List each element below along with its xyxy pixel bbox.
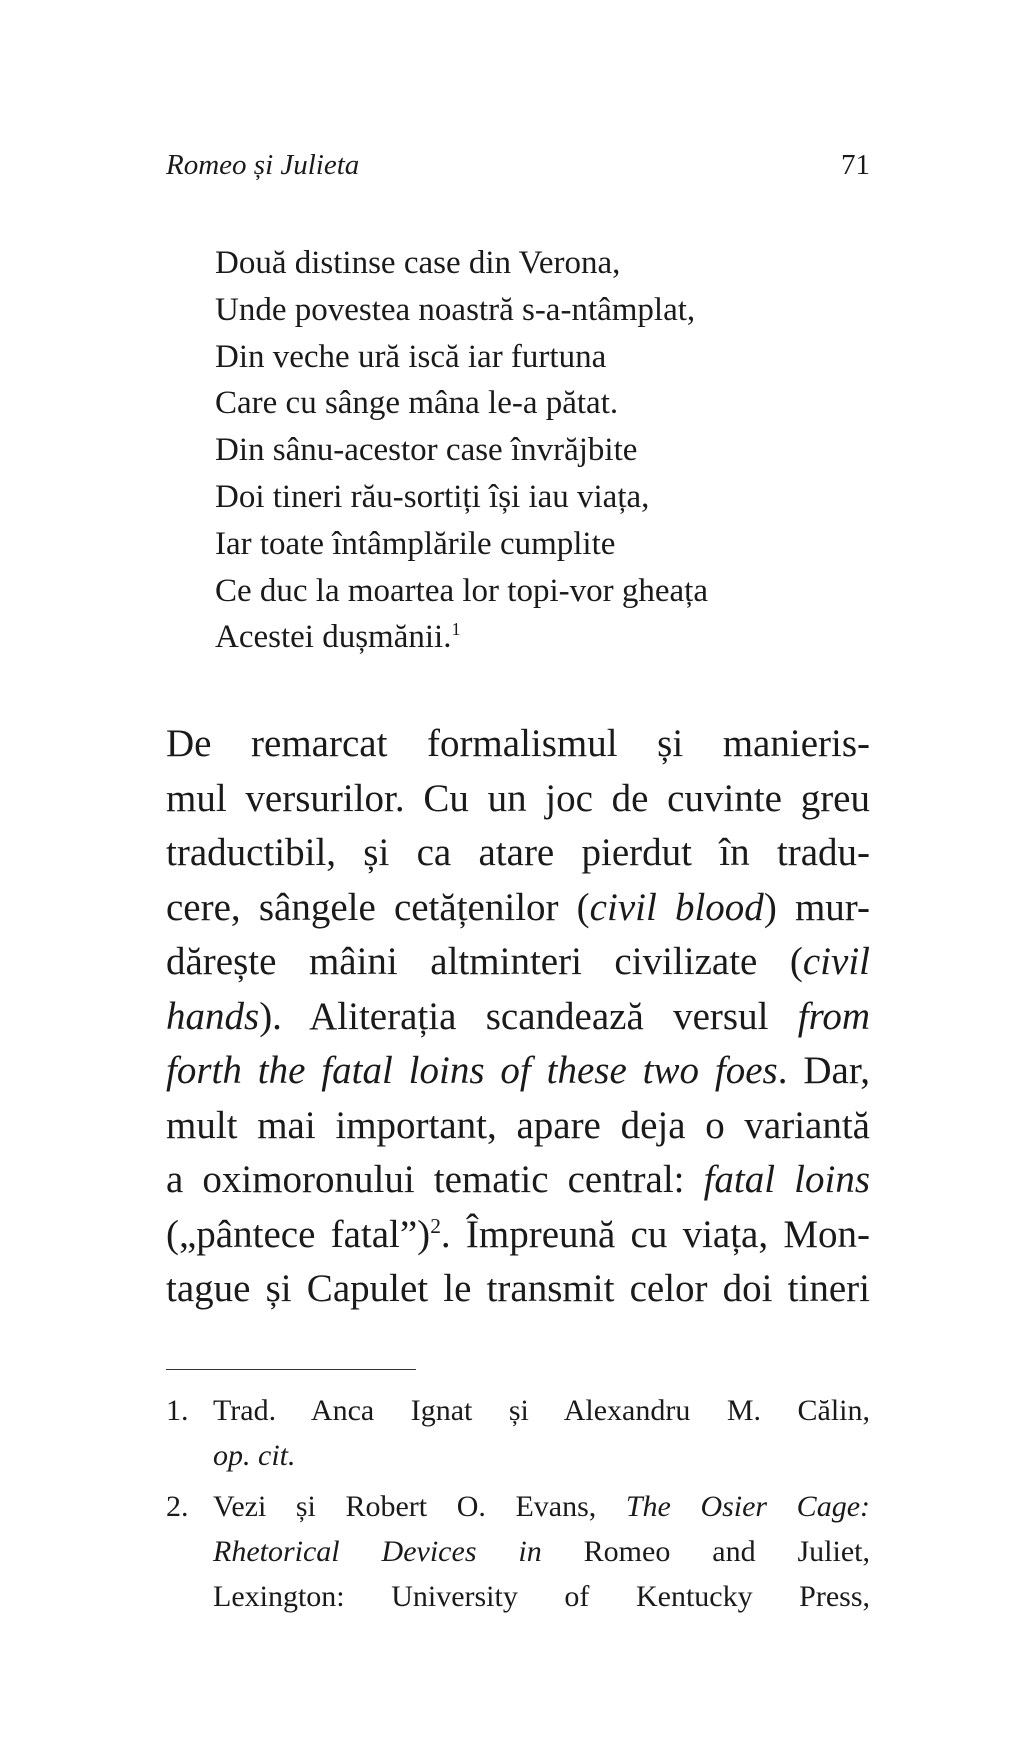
body-italic: civil (802, 940, 870, 983)
body-line (166, 1208, 870, 1263)
footnote-italic: op. cit. (213, 1439, 296, 1472)
body-text: ) mur- (763, 885, 870, 929)
footnote-rule (166, 1369, 416, 1370)
body-text: ). Aliterația scandează versul (259, 994, 798, 1038)
poem-line: Două distinse case din Verona, (215, 245, 621, 281)
body-text: cere, sângele cetățenilor ( (166, 885, 590, 929)
footnote-line (213, 1484, 870, 1529)
body-line (166, 990, 870, 1045)
poem-line: Din veche ură iscă iar furtuna (215, 338, 607, 375)
page-number: 71 (841, 149, 870, 181)
body-line (166, 935, 870, 990)
body-italic: forth the fatal loins of these two foes (166, 1049, 778, 1092)
body-text: a oximoronului tematic central: (166, 1158, 704, 1201)
body-italic: fatal loins (703, 1158, 870, 1201)
footnote-text: Vezi și Robert O. Evans, (213, 1490, 626, 1523)
poem-line: Iar toate întâmplările cumplite (215, 525, 616, 562)
poem-line-last (215, 614, 855, 661)
body-line: mult mai important, apare deja o variantă (166, 1103, 870, 1147)
body-line: traductibil, și ca atare pierdut în tradu- (166, 831, 870, 874)
body-line: tague și Capulet le transmit celor doi tineri (166, 1267, 870, 1310)
body-paragraph (166, 717, 870, 1317)
footnote-2 (166, 1484, 870, 1619)
poem-line: Din sânu-acestor case învrăjbite (215, 432, 638, 469)
body-line (166, 1153, 870, 1208)
body-italic: hands (166, 994, 260, 1038)
body-text: („pântece fatal”) (166, 1212, 431, 1256)
body-italic: from (797, 994, 870, 1038)
footnote-line (213, 1433, 870, 1478)
body-line (166, 1044, 870, 1099)
body-italic: civil blood (589, 885, 764, 929)
footnotes (166, 1388, 870, 1625)
poem-line: Ce duc la moartea lor topi-vor gheața (215, 572, 708, 609)
footnote-line: Trad. Anca Ignat și Alexandru M. Călin, (213, 1394, 870, 1427)
footnote-number: 1. (166, 1394, 189, 1427)
body-line: De remarcat formalismul și manieris- (166, 722, 870, 765)
footnote-number: 2. (166, 1490, 189, 1523)
running-title: Romeo și Julieta (166, 149, 360, 181)
footnote-1 (166, 1388, 870, 1478)
poem-line: Unde povestea noastră s-a-ntâmplat, (215, 291, 696, 328)
footnote-ref-2: 2 (430, 1213, 441, 1238)
footnote-italic: The Osier Cage: (625, 1490, 871, 1523)
body-line (166, 881, 870, 936)
poem-line: Doi tineri rău-sortiți își iau viața, (215, 478, 650, 515)
footnote-line: Lexington: University of Kentucky Press, (213, 1580, 870, 1613)
footnote-line (213, 1529, 870, 1574)
poem-quote (215, 240, 855, 661)
body-line: mul versurilor. Cu un joc de cuvinte greu (166, 776, 870, 820)
running-head (166, 148, 870, 182)
footnote-ref-1: 1 (451, 619, 461, 640)
body-text: dărește mâini altminteri civilizate ( (166, 940, 803, 983)
footnote-text: Romeo and Juliet, (541, 1535, 870, 1568)
poem-line-text: Acestei dușmănii. (215, 619, 452, 656)
footnote-italic: Rhetorical Devices in (213, 1535, 542, 1568)
body-text: . Dar, (777, 1049, 870, 1092)
body-text: . Împreună cu viața, Mon- (440, 1212, 871, 1256)
poem-line: Care cu sânge mâna le-a pătat. (215, 385, 619, 422)
